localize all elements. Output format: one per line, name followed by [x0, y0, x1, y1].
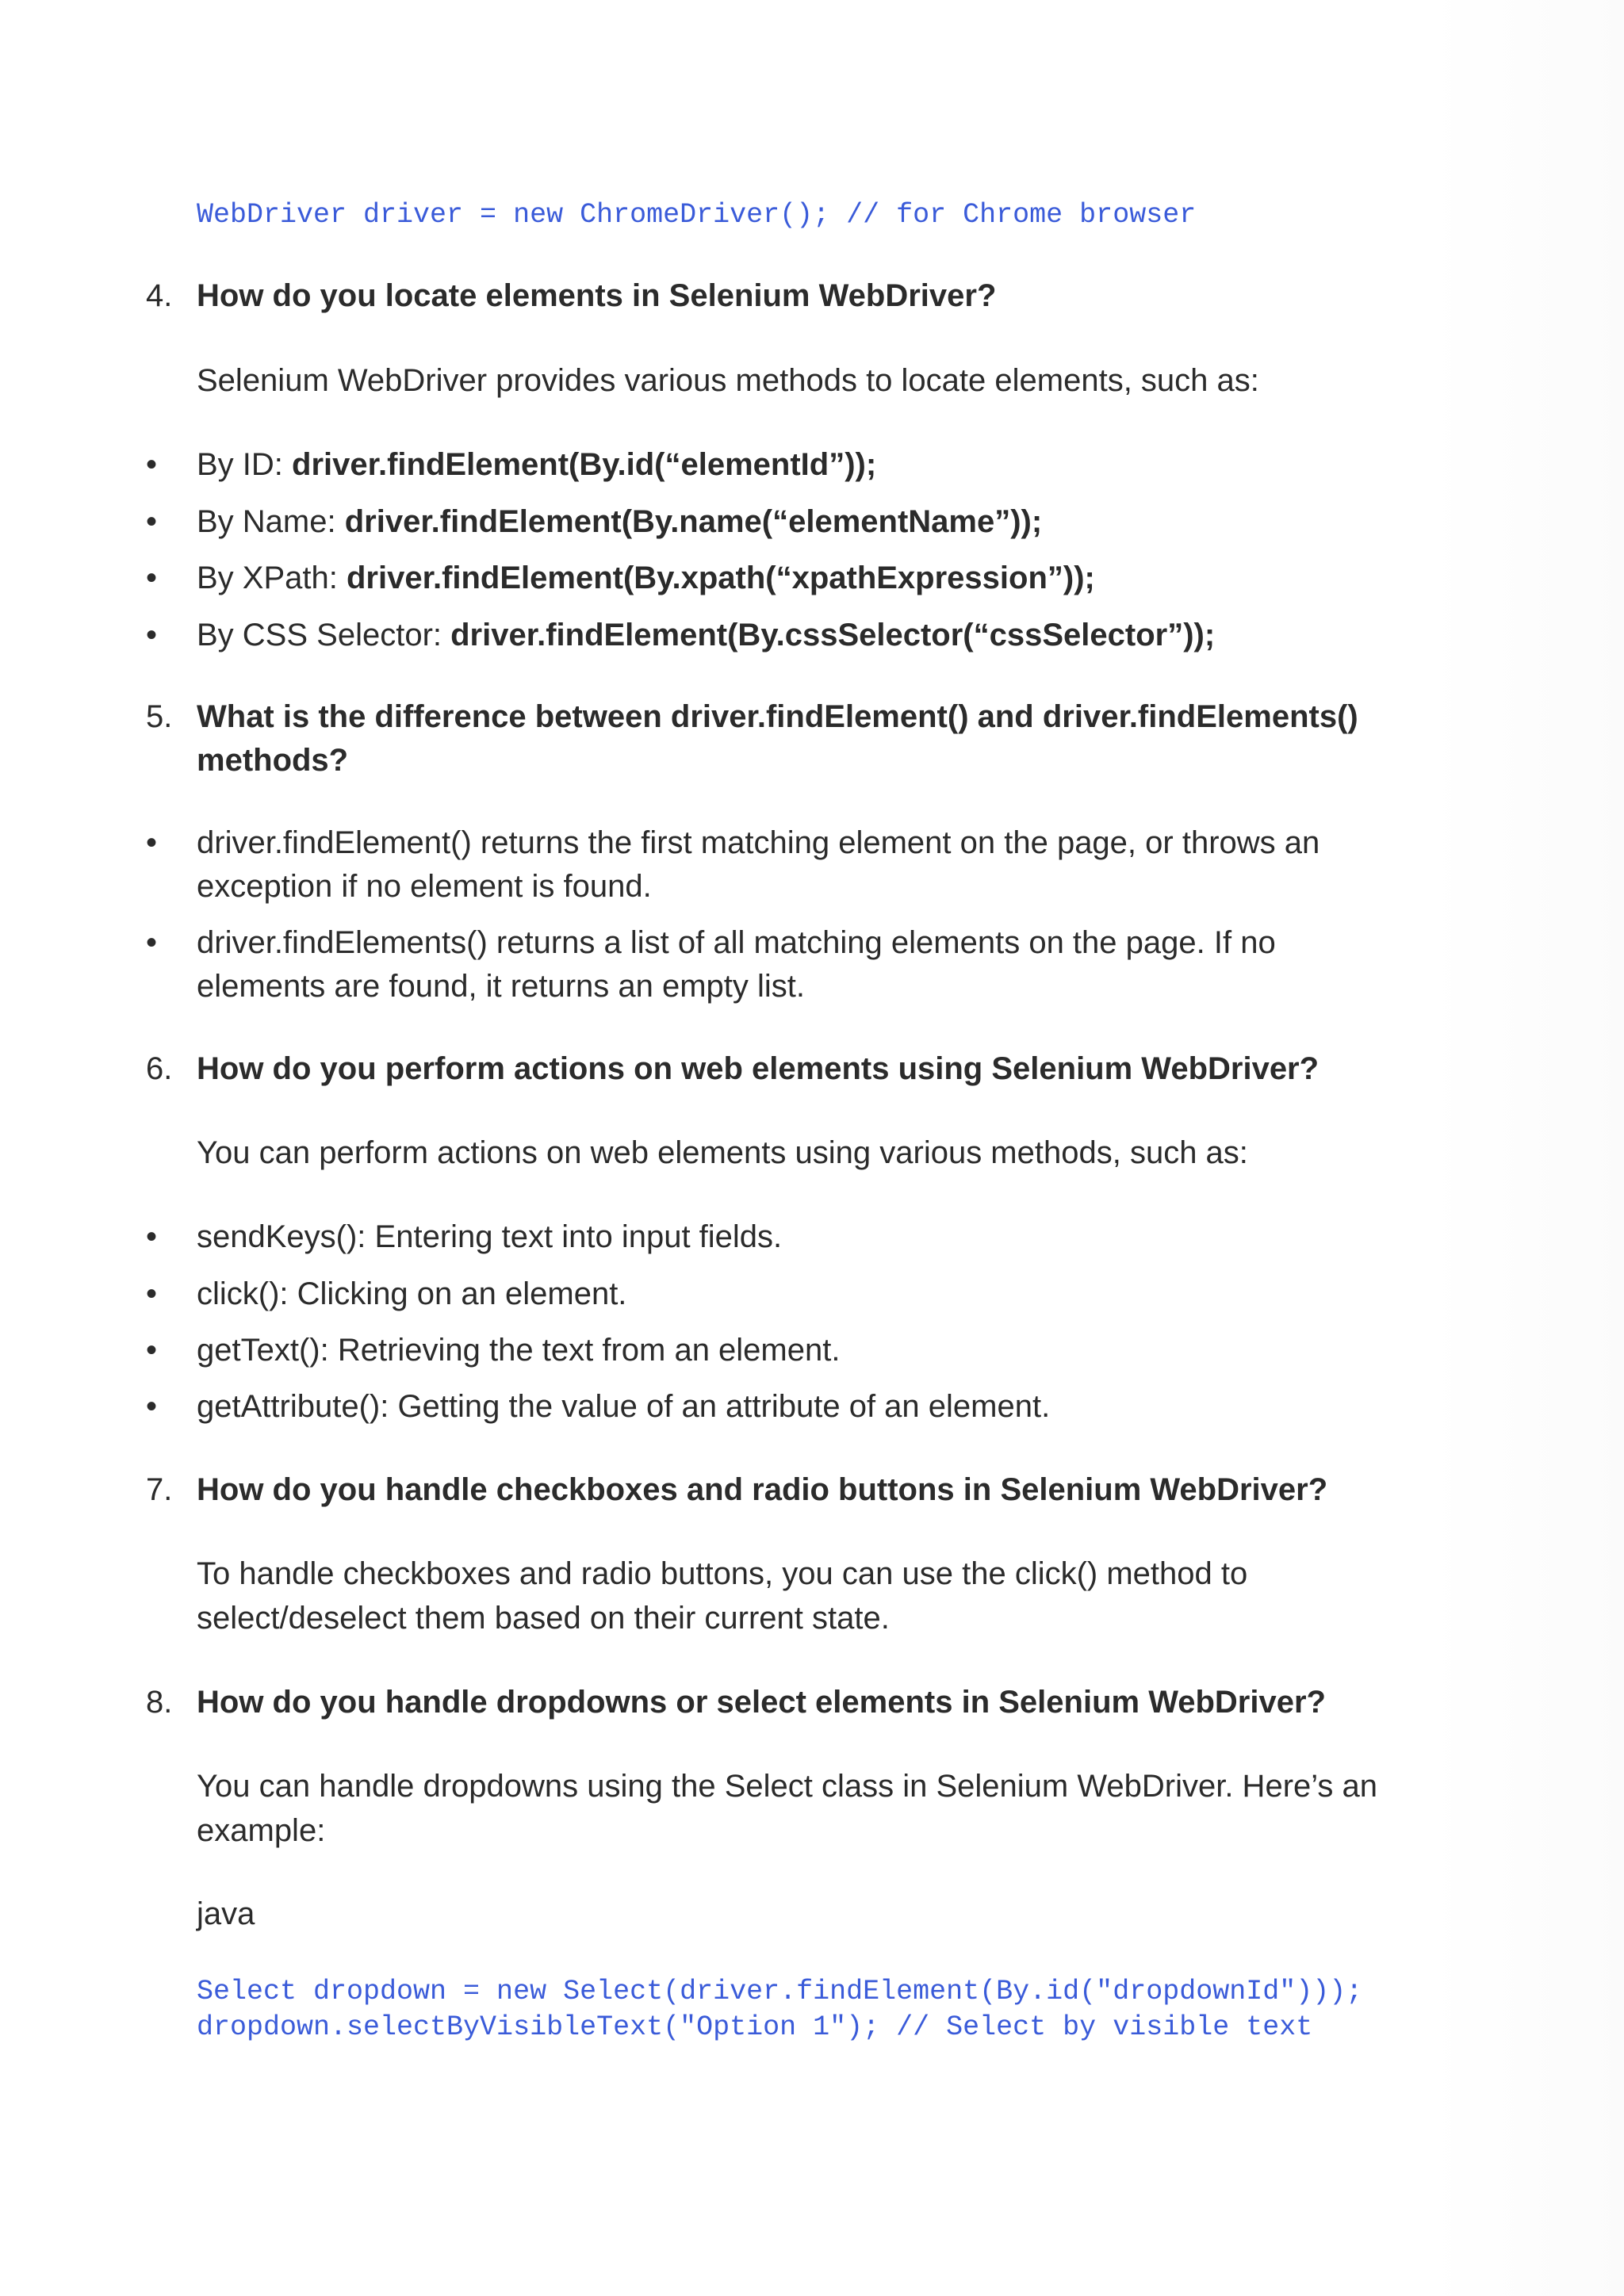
bullet-icon: • — [146, 504, 158, 539]
bullet-icon: • — [146, 618, 158, 652]
question-4-intro: Selenium WebDriver provides various methods to locate elements, such as: — [197, 363, 1259, 398]
code-line-select-by-visible-text: dropdown.selectByVisibleText("Option 1"); // Select by visible text — [197, 2011, 1313, 2043]
code-language-label: java — [197, 1896, 255, 1931]
question-title-8: How do you handle dropdowns or select elements in Selenium WebDriver? — [197, 1685, 1326, 1720]
question-title-4: How do you locate elements in Selenium WebDriver? — [197, 278, 997, 313]
bullet-icon: • — [146, 561, 158, 595]
question-number-8: 8. — [146, 1685, 173, 1720]
list-item-sendkeys: sendKeys(): Entering text into input fields. — [197, 1219, 783, 1254]
list-item-code: driver.findElement(By.id(“elementId”)); — [292, 447, 877, 482]
list-item-code: driver.findElement(By.cssSelector(“cssSelector”)); — [450, 618, 1216, 652]
list-item-code: driver.findElement(By.xpath(“xpathExpression”)); — [346, 561, 1095, 595]
list-item-by-css-selector — [197, 613, 1215, 657]
list-item-by-id — [197, 442, 876, 487]
question-title-7: How do you handle checkboxes and radio buttons in Selenium WebDriver? — [197, 1472, 1328, 1507]
list-item-findelements-line2: elements are found, it returns an empty list. — [197, 969, 806, 1004]
list-item-findelements-line1: driver.findElements() returns a list of all matching elements on the page. If no — [197, 925, 1276, 960]
list-item-label: By Name: — [197, 504, 345, 539]
list-item-findelement-line1: driver.findElement() returns the first matching element on the page, or throws an — [197, 825, 1320, 860]
bullet-icon: • — [146, 1389, 158, 1424]
list-item-click: click(): Clicking on an element. — [197, 1276, 627, 1311]
list-item-findelement-line2: exception if no element is found. — [197, 869, 652, 904]
question-8-body-line1: You can handle dropdowns using the Select class in Selenium WebDriver. Here’s an — [197, 1769, 1378, 1804]
bullet-icon: • — [146, 925, 158, 960]
list-item-label: By XPath: — [197, 561, 347, 595]
list-item-code: driver.findElement(By.name(“elementName”)); — [344, 504, 1043, 539]
question-6-intro: You can perform actions on web elements using various methods, such as: — [197, 1135, 1248, 1170]
bullet-icon: • — [146, 1276, 158, 1311]
question-number-5: 5. — [146, 699, 173, 734]
question-7-body-line1: To handle checkboxes and radio buttons, you can use the click() method to — [197, 1556, 1248, 1591]
code-line-select-dropdown: Select dropdown = new Select(driver.findElement(By.id("dropdownId"))); — [197, 1976, 1363, 2007]
bullet-icon: • — [146, 1333, 158, 1368]
question-title-5-line2: methods? — [197, 743, 349, 778]
question-number-6: 6. — [146, 1051, 173, 1086]
question-title-5-line1: What is the difference between driver.findElement() and driver.findElements() — [197, 699, 1358, 734]
code-line-chromedriver: WebDriver driver = new ChromeDriver(); // for Chrome browser — [197, 199, 1197, 231]
list-item-label: By CSS Selector: — [197, 618, 451, 652]
bullet-icon: • — [146, 447, 158, 482]
list-item-getattribute: getAttribute(): Getting the value of an attribute of an element. — [197, 1389, 1051, 1424]
list-item-label: By ID: — [197, 447, 293, 482]
list-item-by-name — [197, 499, 1042, 544]
bullet-icon: • — [146, 1219, 158, 1254]
question-number-4: 4. — [146, 278, 173, 313]
question-8-body-line2: example: — [197, 1813, 326, 1848]
list-item-by-xpath — [197, 556, 1095, 600]
question-number-7: 7. — [146, 1472, 173, 1507]
question-7-body-line2: select/deselect them based on their current state. — [197, 1601, 890, 1636]
bullet-icon: • — [146, 825, 158, 860]
list-item-gettext: getText(): Retrieving the text from an element. — [197, 1333, 841, 1368]
question-title-6: How do you perform actions on web elements using Selenium WebDriver? — [197, 1051, 1320, 1086]
